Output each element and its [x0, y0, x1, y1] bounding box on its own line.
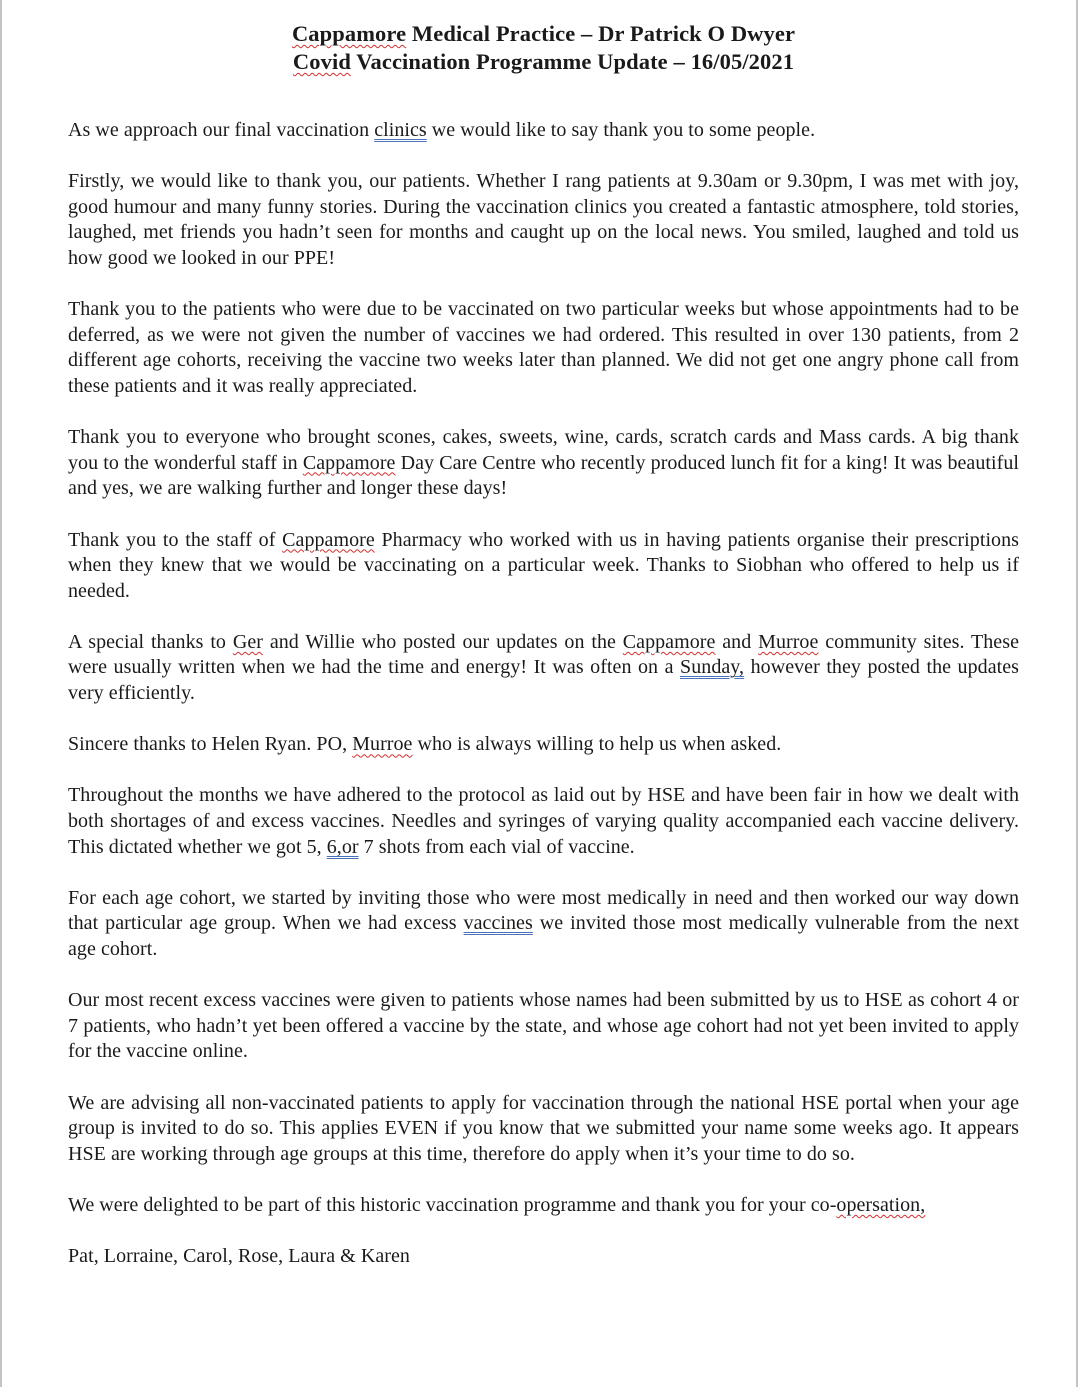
document-body [68, 20, 1019, 1295]
paragraph-gifts [68, 425, 1019, 502]
text: community sites. These were usually written when we had the time and energy! It was often on a [68, 630, 1019, 679]
text: we would like to say thank you to some people. [426, 119, 816, 141]
text: For each age cohort, we started by inviting those who were most medically in need and then worked our way down that particular age group. When we had excess [68, 886, 1019, 935]
spelling-flag[interactable]: Murroe [758, 630, 819, 653]
spelling-flag[interactable]: Cappamore [302, 451, 396, 474]
paragraph-age-cohort [68, 886, 1019, 963]
title-text: Medical Practice – Dr Patrick O Dwyer [406, 21, 796, 46]
title-line-update [68, 48, 1019, 76]
text: who is always willing to help us when asked. [412, 733, 782, 756]
spelling-flag[interactable]: Cappamore [282, 528, 375, 551]
paragraph-closing [68, 1193, 1019, 1219]
spelling-flag[interactable]: Ger [232, 630, 263, 653]
paragraph-intro [68, 118, 1019, 144]
paragraph-pharmacy [68, 528, 1019, 605]
text: we invited those most medically vulnerable from the next age cohort. [68, 912, 1019, 960]
paragraph-protocol [68, 783, 1019, 860]
paragraph-helen-ryan [68, 732, 1019, 758]
title-line-practice [68, 20, 1019, 48]
text: Sincere thanks to Helen Ryan. PO, [68, 733, 353, 756]
spelling-flag[interactable]: Covid [292, 49, 351, 74]
grammar-flag[interactable]: clinics [374, 119, 427, 141]
text: Day Care Centre who recently produced lunch fit for a king! It was beautiful and yes, we are walking further and longer these days! [68, 451, 1019, 500]
paragraph-community-sites [68, 630, 1019, 707]
text: Pharmacy who worked with us in having patients organise their prescriptions when they knew that we would be vaccinating on a particular week. Thanks to Siobhan who offered to help us if needed. [68, 528, 1019, 602]
spelling-flag[interactable]: Murroe [352, 733, 413, 756]
text: As we approach our final vaccination [68, 119, 375, 141]
spelling-flag[interactable]: Cappamore [291, 21, 407, 46]
paragraph-excess-vaccines: Our most recent excess vaccines were given to patients whose names had been submitted by us to HSE as cohort 4 or 7 patients, who hadn’t yet been offered a vaccine by the state, and whose age cohort had not yet been invited to apply for the vaccine online. [68, 989, 1019, 1063]
text: Throughout the months we have adhered to the protocol as laid out by HSE and have been fair in how we dealt with both shortages of and excess vaccines. Needles and syringes of varying quality accompanied each vaccine delivery. This dictated whether we got 5, [68, 784, 1019, 858]
paragraph-thank-patients: Firstly, we would like to thank you, our patients. Whether I rang patients at 9.30am or 9.30pm, I was met with joy, good humour and many funny stories. During the vaccination clinics you created a fantastic atmosphere, told stories, laughed, met friends you hadn’t seen for months and caught up on the local news. You smiled, laughed and told us how good we looked in our PPE! [68, 170, 1019, 269]
text: 7 shots from each vial of vaccine. [358, 835, 635, 858]
text: however they posted the updates very efficiently. [68, 656, 1020, 705]
paragraph-deferred-appointments: Thank you to the patients who were due to be vaccinated on two particular weeks but whose appointments had to be deferred, as we were not given the number of vaccines we had ordered. This resulted in over 130 patients, from 2 different age cohorts, receiving the vaccine two weeks later than planned. We did not get one angry phone call from these patients and it was really appreciated. [68, 298, 1019, 397]
spelling-flag[interactable]: Cappamore [622, 630, 716, 653]
text: and Willie who posted our updates on the [262, 630, 623, 653]
signature: Pat, Lorraine, Carol, Rose, Laura & Karen [68, 1245, 410, 1268]
text: and [715, 630, 759, 653]
title-text: Vaccination Programme Update – 16/05/2021 [350, 49, 795, 74]
text: Thank you to the staff of [68, 528, 283, 551]
text: Thank you to everyone who brought scones, cakes, sweets, wine, cards, scratch cards and Mass cards. A big thank you to the wonderful staff in [68, 426, 1019, 474]
grammar-flag[interactable]: vaccines [463, 912, 533, 935]
grammar-flag[interactable]: Sunday, [680, 656, 745, 679]
text: We were delighted to be part of this historic vaccination programme and thank you for your co- [68, 1193, 837, 1216]
grammar-flag[interactable]: 6,or [326, 835, 359, 858]
text: A special thanks to [68, 630, 233, 653]
spelling-flag[interactable]: opersation, [836, 1193, 926, 1216]
document-title [68, 20, 1019, 76]
paragraph-hse-portal: We are advising all non-vaccinated patients to apply for vaccination through the national HSE portal when your age group is invited to do so. This applies EVEN if you know that we submitted your name some weeks ago. It appears HSE are working through age groups at this time, therefore do apply when it’s your time to do so. [68, 1091, 1019, 1165]
